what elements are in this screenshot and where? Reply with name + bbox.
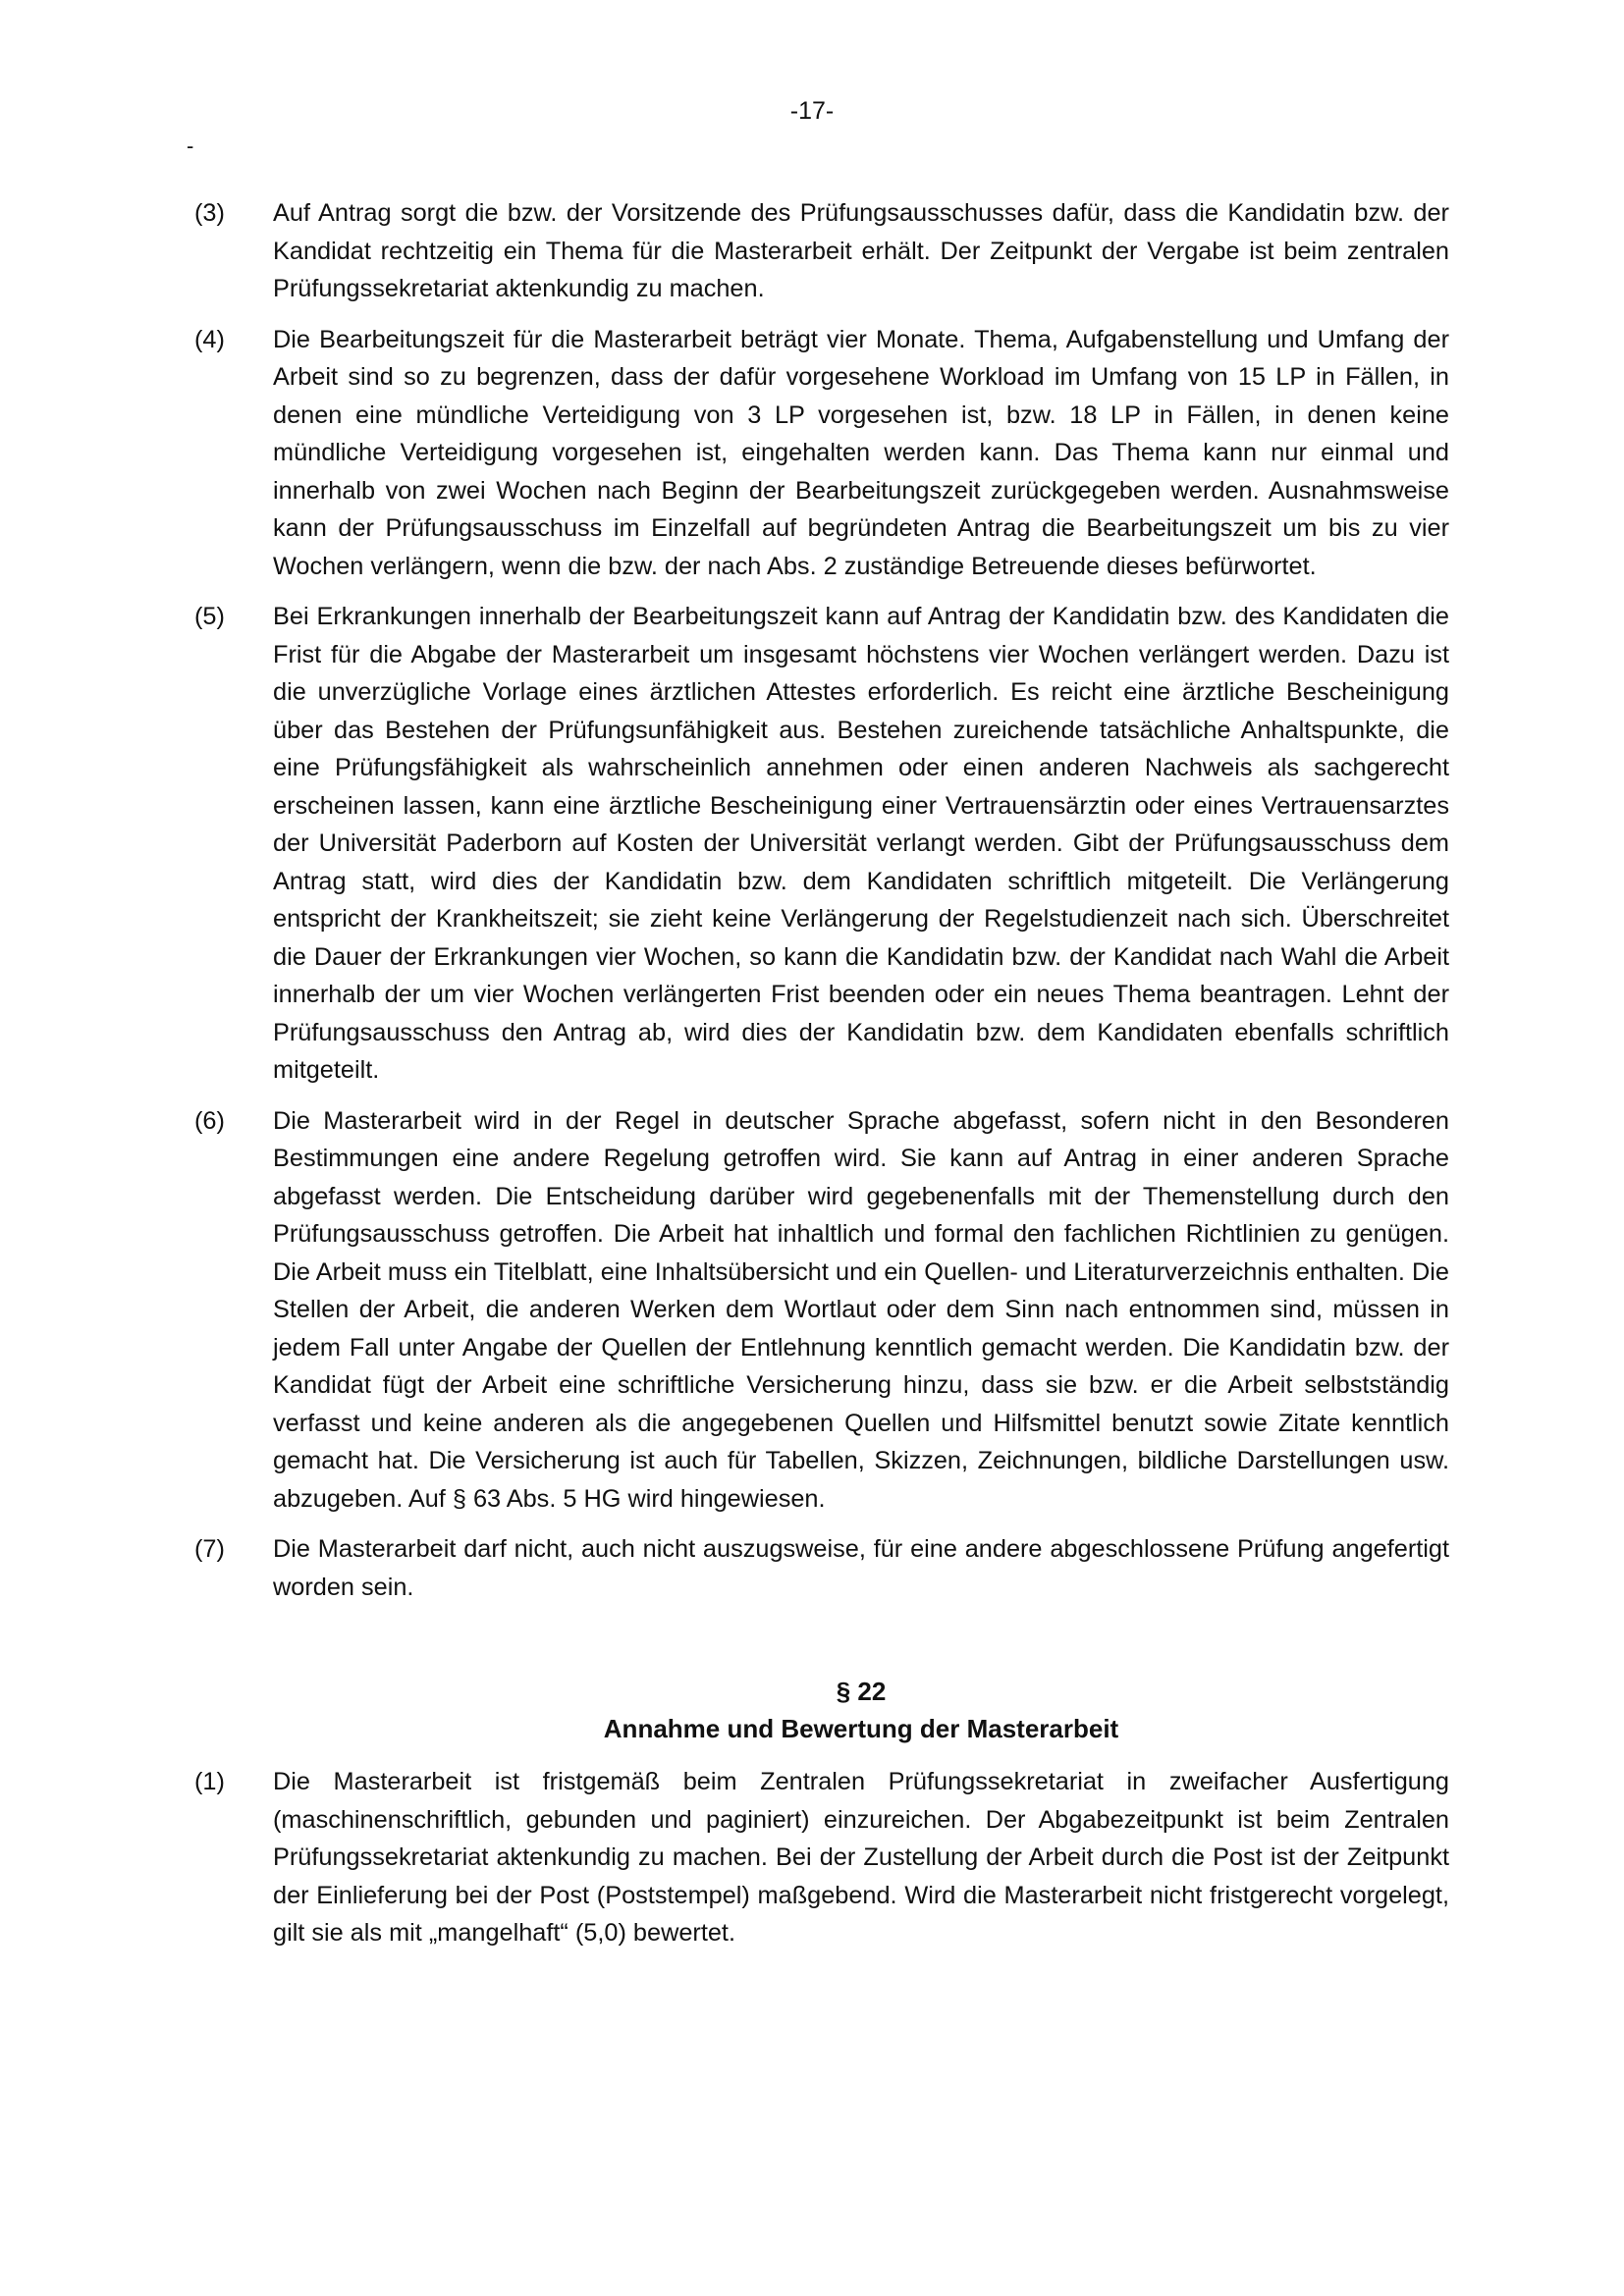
paragraph-5 xyxy=(194,598,1449,1090)
paragraph-text: Die Masterarbeit darf nicht, auch nicht auszugsweise, für eine andere abgeschlossene Prüfung angefertigt worden sein. xyxy=(273,1535,1449,1601)
paragraph-7 xyxy=(194,1530,1449,1606)
paragraph-text: Die Bearbeitungszeit für die Masterarbeit beträgt vier Monate. Thema, Aufgabenstellung und Umfang der Arbeit sind so zu begrenzen, dass der dafür vorgesehene Workload im Umfang von 15 LP in Fällen, in denen eine mündliche Verteidigung von 3 LP vorgesehen ist, bzw. 18 LP in Fällen, in denen keine mündliche Verteidigung vorgesehen ist, eingehalten werden kann. Das Thema kann nur einmal und innerhalb von zwei Wochen nach Beginn der Bearbeitungszeit zurückgegeben werden. Ausnahmsweise kann der Prüfungsausschuss im Einzelfall auf begründeten Antrag die Bearbeitungszeit um bis zu vier Wochen verlängern, wenn die bzw. der nach Abs. 2 zuständige Betreuende dieses befürwortet. xyxy=(273,325,1449,580)
paragraph-number: (3) xyxy=(194,199,225,227)
paragraph-1 xyxy=(194,1763,1449,1952)
page-number: -17- xyxy=(789,97,835,125)
paragraph-number: (7) xyxy=(194,1535,225,1563)
paragraph-number: (5) xyxy=(194,603,225,630)
document-body xyxy=(194,194,1449,1965)
paragraph-number: (6) xyxy=(194,1106,225,1135)
paragraph-3 xyxy=(194,194,1449,308)
paragraph-number: (1) xyxy=(194,1768,225,1795)
paragraph-text: Die Masterarbeit ist fristgemäß beim Zentralen Prüfungssekretariat in zweifacher Ausfertigung (maschinenschriftlich, gebunden und paginiert) einzureichen. Der Abgabezeitpunkt ist beim Zentralen Prüfungssekretariat aktenkundig zu machen. Bei der Zustellung der Arbeit durch die Post ist der Zeitpunkt der Einlieferung bei der Post (Poststempel) maßgebend. Wird die Masterarbeit nicht fristgerecht vorgelegt, gilt sie als mit „mangelhaft“ (5,0) bewertet. xyxy=(273,1768,1449,1947)
paragraph-text: Die Masterarbeit wird in der Regel in deutscher Sprache abgefasst, sofern nicht in den Besonderen Bestimmungen eine andere Regelung getroffen wird. Sie kann auf Antrag in einer anderen Sprache abgefasst werden. Die Entscheidung darüber wird gegebenenfalls mit der Themenstellung durch den Prüfungsausschuss getroffen. Die Arbeit hat inhaltlich und formal den fachlichen Richtlinien zu genügen. Die Arbeit muss ein Titelblatt, eine Inhaltsübersicht und ein Quellen- und Literaturverzeichnis enthalten. Die Stellen der Arbeit, die anderen Werken dem Wortlaut oder dem Sinn nach entnommen sind, müssen in jedem Fall unter Angabe der Quellen der Entlehnung kenntlich gemacht werden. Die Kandidatin bzw. der Kandidat fügt der Arbeit eine schriftliche Versicherung hinzu, dass sie bzw. er die Arbeit selbstständig verfasst und keine anderen als die angegebenen Quellen und Hilfsmittel benutzt sowie Zitate kenntlich gemacht hat. Die Versicherung ist auch für Tabellen, Skizzen, Zeichnungen, bildliche Darstellungen usw. abzugeben. Auf § 63 Abs. 5 HG wird hingewiesen. xyxy=(273,1106,1449,1513)
paragraph-text: Auf Antrag sorgt die bzw. der Vorsitzende des Prüfungsausschusses dafür, dass die Kandidatin bzw. der Kandidat rechtzeitig ein Thema für die Masterarbeit erhält. Der Zeitpunkt der Vergabe ist beim zentralen Prüfungssekretariat aktenkundig zu machen. xyxy=(273,199,1449,302)
paragraph-text: Bei Erkrankungen innerhalb der Bearbeitungszeit kann auf Antrag der Kandidatin bzw. des Kandidaten die Frist für die Abgabe der Masterarbeit um insgesamt höchstens vier Wochen verlängert werden. Dazu ist die unverzügliche Vorlage eines ärztlichen Attestes erforderlich. Es reicht eine ärztliche Bescheinigung über das Bestehen der Prüfungsunfähigkeit aus. Bestehen zureichende tatsächliche Anhaltspunkte, die eine Prüfungsfähigkeit als wahrscheinlich annehmen oder einen anderen Nachweis als sachgerecht erscheinen lassen, kann eine ärztliche Bescheinigung einer Vertrauensärztin oder eines Vertrauensarztes der Universität Paderborn auf Kosten der Universität verlangt werden. Gibt der Prüfungsausschuss dem Antrag statt, wird dies der Kandidatin bzw. dem Kandidaten schriftlich mitgeteilt. Die Verlängerung entspricht der Krankheitszeit; sie zieht keine Verlängerung der Regelstudienzeit nach sich. Überschreitet die Dauer der Erkrankungen vier Wochen, so kann die Kandidatin bzw. der Kandidat nach Wahl die Arbeit innerhalb der um vier Wochen verlängerten Frist beenden oder ein neues Thema beantragen. Lehnt der Prüfungsausschuss den Antrag ab, wird dies der Kandidatin bzw. dem Kandidaten ebenfalls schriftlich mitgeteilt. xyxy=(273,603,1449,1084)
paragraph-number: (4) xyxy=(194,325,225,353)
paragraph-4 xyxy=(194,321,1449,586)
section-title: Annahme und Bewertung der Masterarbeit xyxy=(603,1714,1119,1743)
paragraph-6 xyxy=(194,1102,1449,1519)
section-heading: § 22 xyxy=(836,1677,887,1706)
margin-dash: - xyxy=(187,133,194,158)
